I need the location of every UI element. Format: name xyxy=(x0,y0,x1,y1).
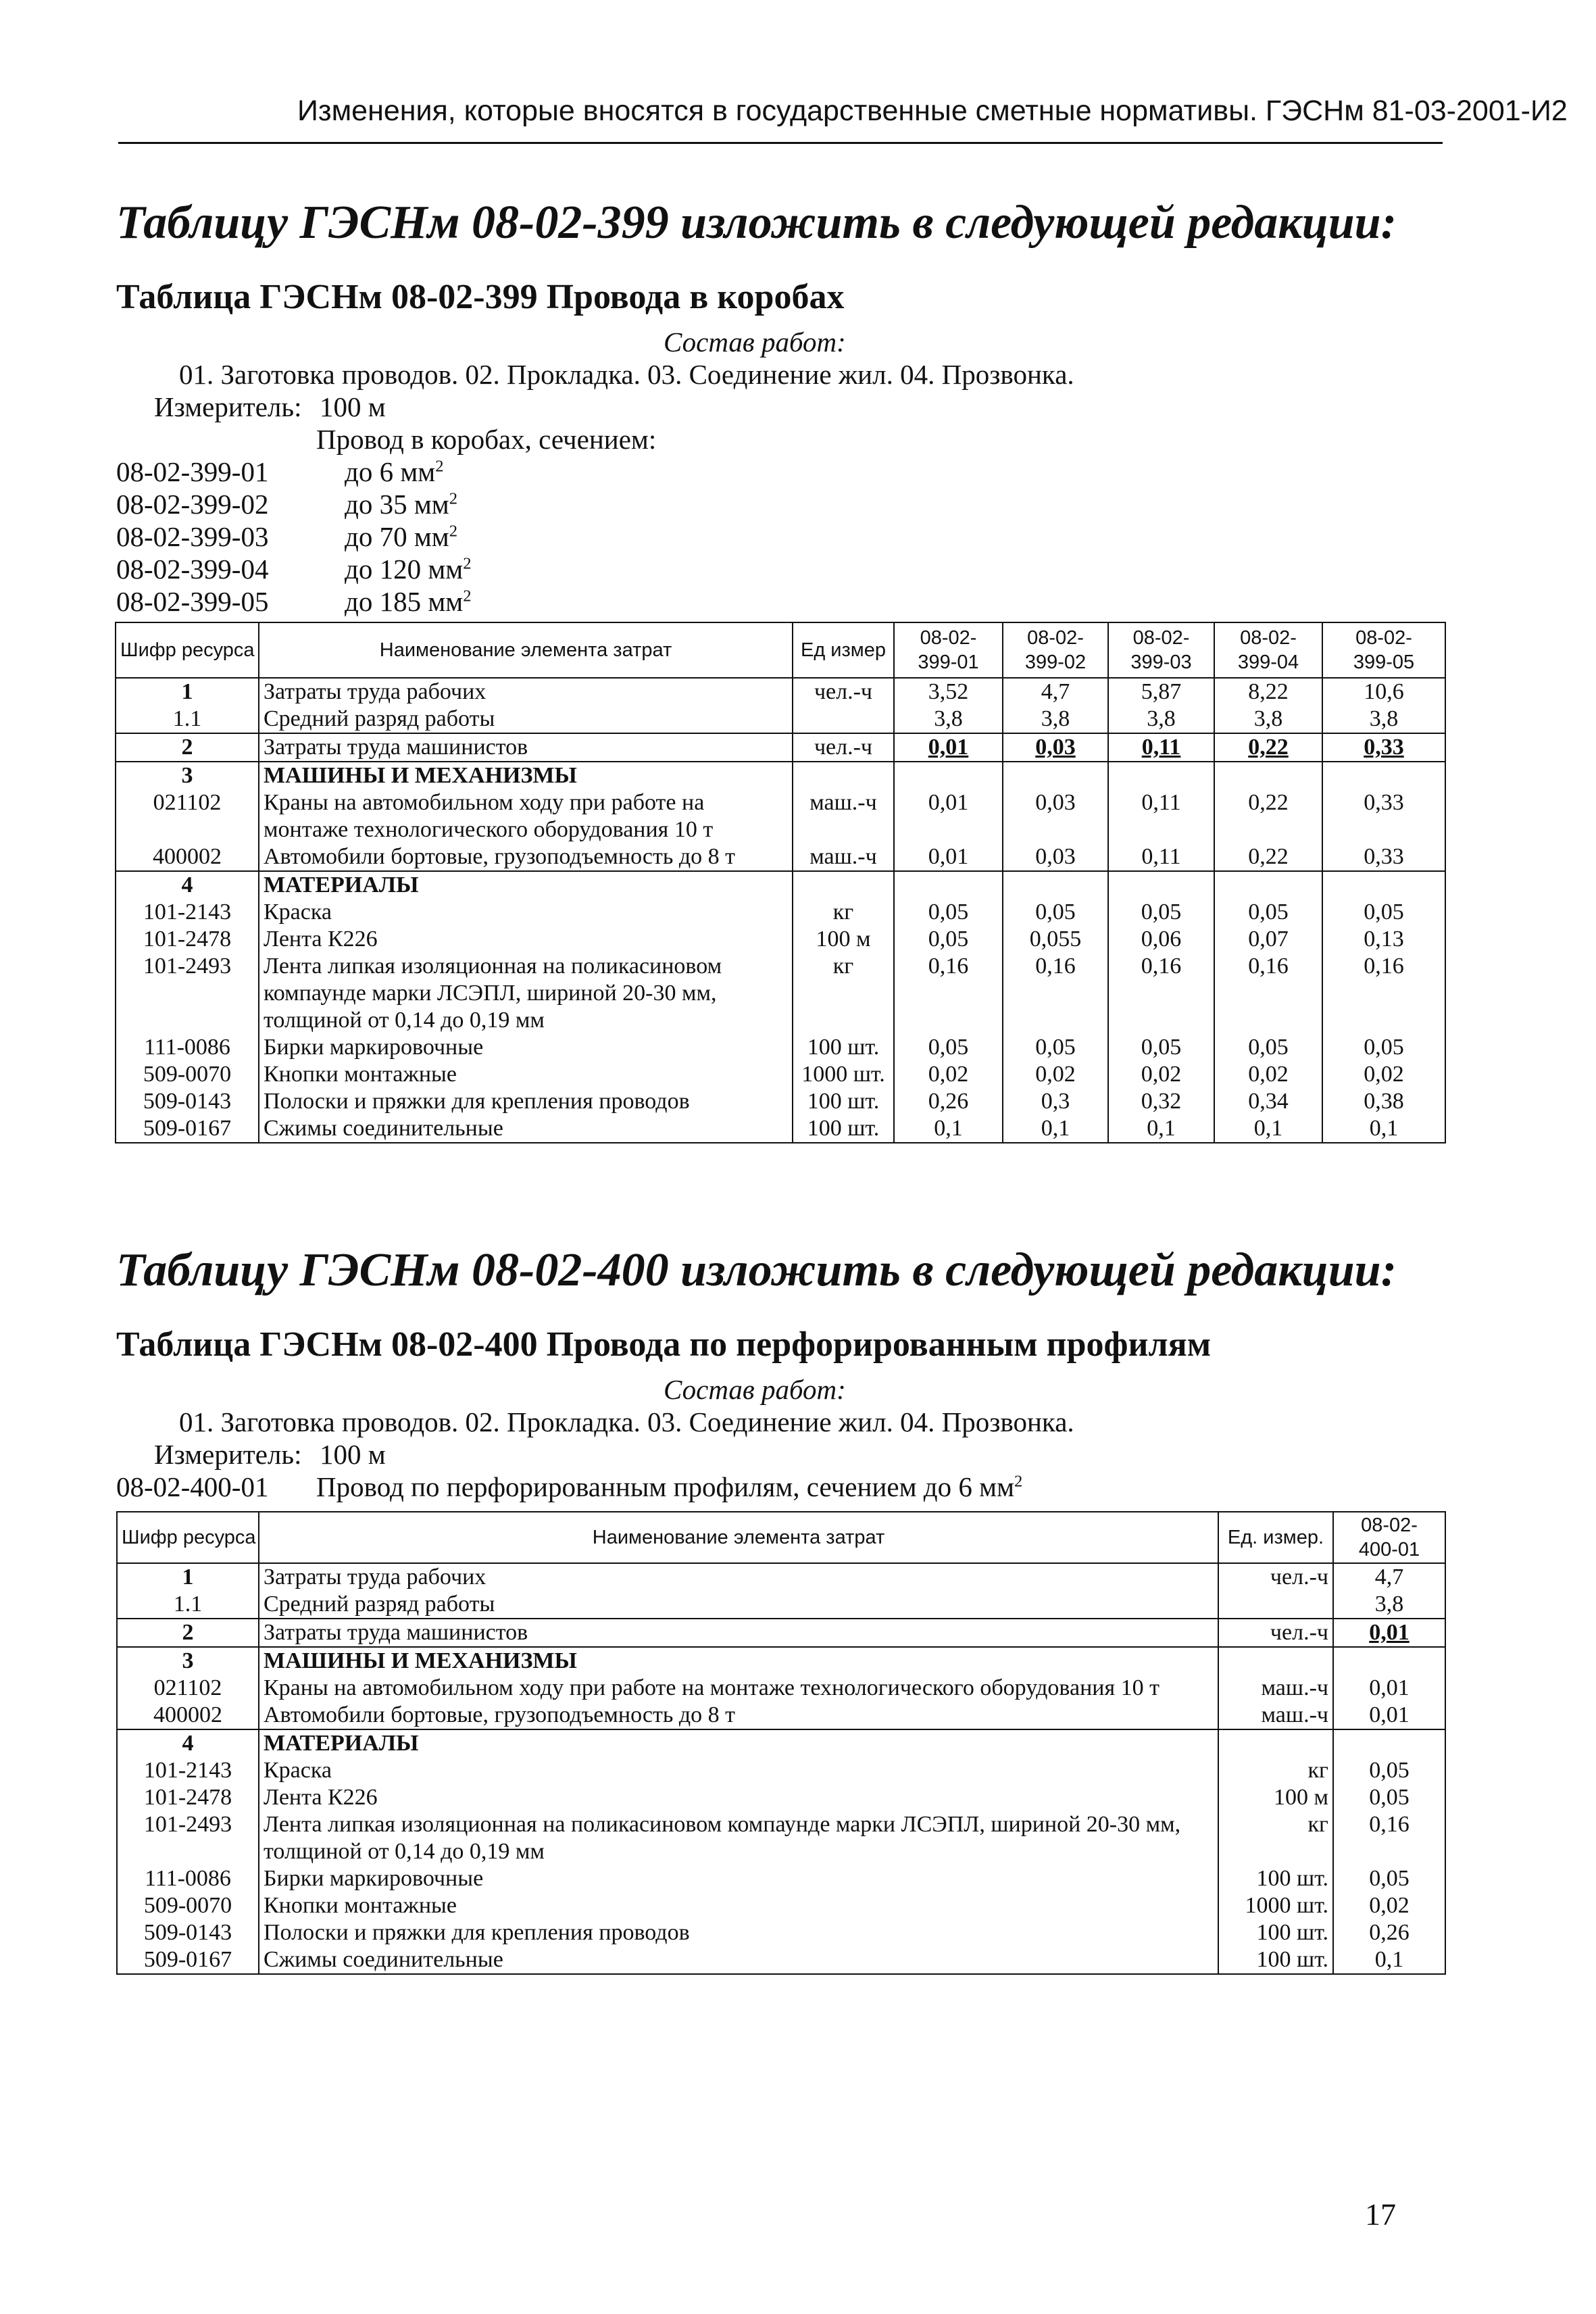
cell-value: 0,11 xyxy=(1108,733,1214,762)
cell-code: 101-2493 xyxy=(117,1811,259,1865)
table-row xyxy=(116,953,1445,1034)
cell-unit xyxy=(1218,1729,1333,1757)
cell-unit: кг xyxy=(793,953,894,1034)
cell-unit xyxy=(793,871,894,899)
table-row xyxy=(117,1591,1445,1619)
header-rule xyxy=(118,142,1443,144)
section2-spec-code: 08-02-400-01 xyxy=(116,1471,269,1502)
cell-value: 0,16 xyxy=(1214,953,1322,1034)
cell-name: Автомобили бортовые, грузоподъемность до 8 т xyxy=(259,1702,1218,1729)
cell-value xyxy=(1003,762,1108,789)
cell-code: 1.1 xyxy=(117,1591,259,1619)
cell-code: 101-2478 xyxy=(117,1784,259,1811)
cell-value: 0,16 xyxy=(1003,953,1108,1034)
cell-unit: кг xyxy=(1218,1811,1333,1865)
table-row xyxy=(117,1729,1445,1757)
cell-code: 509-0070 xyxy=(116,1061,259,1088)
table-row xyxy=(116,843,1445,871)
cell-code: 111-0086 xyxy=(117,1865,259,1892)
cell-value: 3,8 xyxy=(894,706,1003,733)
cell-unit: 1000 шт. xyxy=(1218,1892,1333,1919)
cell-value: 3,8 xyxy=(1214,706,1322,733)
cell-value xyxy=(894,762,1003,789)
table-row xyxy=(116,1061,1445,1088)
cell-unit: 1000 шт. xyxy=(793,1061,894,1088)
cell-value xyxy=(1333,1647,1445,1675)
table-row xyxy=(116,762,1445,789)
cell-value: 0,07 xyxy=(1214,926,1322,953)
cell-code: 400002 xyxy=(116,843,259,871)
cell-value: 0,1 xyxy=(1214,1115,1322,1143)
cell-value xyxy=(1322,871,1445,899)
cell-name: Полоски и пряжки для крепления проводов xyxy=(259,1088,793,1115)
cell-value: 0,34 xyxy=(1214,1088,1322,1115)
table-row xyxy=(116,899,1445,926)
section1-table xyxy=(115,622,1446,1143)
spec-text: до 120 $мм^2$ xyxy=(345,553,472,585)
cell-value: 0,06 xyxy=(1108,926,1214,953)
cell-value: 4,7 xyxy=(1333,1563,1445,1591)
cell-code: 101-2143 xyxy=(116,899,259,926)
cell-value: 0,05 xyxy=(1322,899,1445,926)
cell-value: 3,8 xyxy=(1108,706,1214,733)
cell-value: 0,26 xyxy=(894,1088,1003,1115)
cell-value: 0,02 xyxy=(1108,1061,1214,1088)
cell-value: 8,22 xyxy=(1214,678,1322,706)
section1-heading: Таблицу ГЭСНм 08-02-399 изложить в следующей редакции: xyxy=(116,197,1397,249)
cell-code: 400002 xyxy=(117,1702,259,1729)
col-header-code: Шифр ресурса xyxy=(116,622,259,678)
cell-value: 3,8 xyxy=(1322,706,1445,733)
cell-unit: кг xyxy=(1218,1757,1333,1784)
cell-value: 0,055 xyxy=(1003,926,1108,953)
cell-value: 0,05 xyxy=(1333,1757,1445,1784)
table-row xyxy=(116,706,1445,733)
spec-text: до 6 $мм^2$ xyxy=(345,456,444,487)
cell-value: 10,6 xyxy=(1322,678,1445,706)
cell-unit xyxy=(1218,1591,1333,1619)
cell-code: 509-0167 xyxy=(117,1946,259,1974)
cell-name: Бирки маркировочные xyxy=(259,1865,1218,1892)
cell-value: 0,05 xyxy=(1214,899,1322,926)
table-row xyxy=(117,1811,1445,1865)
cell-value: 0,02 xyxy=(1333,1892,1445,1919)
cell-value: 0,02 xyxy=(1003,1061,1108,1088)
col-header-norm: 08-02- 399-05 xyxy=(1322,622,1445,678)
cell-unit: чел.-ч xyxy=(793,678,894,706)
cell-value xyxy=(1214,871,1322,899)
table-row xyxy=(117,1784,1445,1811)
cell-unit: 100 шт. xyxy=(793,1115,894,1143)
cell-code: 509-0143 xyxy=(117,1919,259,1946)
table-row xyxy=(116,733,1445,762)
cell-value: 0,22 xyxy=(1214,733,1322,762)
cell-unit xyxy=(1218,1647,1333,1675)
cell-value: 0,22 xyxy=(1214,789,1322,843)
cell-value: 0,01 xyxy=(1333,1675,1445,1702)
cell-value: 0,33 xyxy=(1322,843,1445,871)
cell-value: 0,1 xyxy=(1108,1115,1214,1143)
spec-code: 08-02-399-04 xyxy=(116,553,269,585)
table-row xyxy=(117,1563,1445,1591)
cell-value: 0,01 xyxy=(894,843,1003,871)
cell-code: 4 xyxy=(117,1729,259,1757)
cell-name: Краны на автомобильном ходу при работе на монтаже технологического оборудования 10 т xyxy=(259,1675,1218,1702)
section2-meter-label: Измеритель: xyxy=(154,1439,302,1470)
cell-value xyxy=(1322,762,1445,789)
cell-value: 0,05 xyxy=(1108,899,1214,926)
cell-unit xyxy=(793,762,894,789)
cell-value: 0,02 xyxy=(1214,1061,1322,1088)
table-row xyxy=(117,1946,1445,1974)
cell-name: Затраты труда рабочих xyxy=(259,678,793,706)
cell-name: МАТЕРИАЛЫ xyxy=(259,871,793,899)
cell-unit: маш.-ч xyxy=(1218,1702,1333,1729)
cell-value: 0,13 xyxy=(1322,926,1445,953)
cell-unit: 100 шт. xyxy=(1218,1919,1333,1946)
cell-value: 0,05 xyxy=(1333,1865,1445,1892)
cell-value: 0,11 xyxy=(1108,789,1214,843)
cell-code: 101-2493 xyxy=(116,953,259,1034)
cell-value: 0,05 xyxy=(894,899,1003,926)
cell-unit: 100 м xyxy=(793,926,894,953)
cell-value: 0,05 xyxy=(894,926,1003,953)
cell-value: 5,87 xyxy=(1108,678,1214,706)
cell-code: 4 xyxy=(116,871,259,899)
cell-value: 0,11 xyxy=(1108,843,1214,871)
cell-unit: 100 шт. xyxy=(1218,1946,1333,1974)
cell-code: 111-0086 xyxy=(116,1034,259,1061)
cell-value: 0,16 xyxy=(1333,1811,1445,1865)
running-header: Изменения, которые вносятся в государственные сметные нормативы. ГЭСНм 81-03-2001-И2 xyxy=(297,95,1568,127)
section2-work-label: Состав работ: xyxy=(664,1374,846,1405)
cell-name: Бирки маркировочные xyxy=(259,1034,793,1061)
cell-value xyxy=(1003,871,1108,899)
cell-value: 0,03 xyxy=(1003,733,1108,762)
cell-value xyxy=(1214,762,1322,789)
table-row xyxy=(117,1865,1445,1892)
section1-spec-intro: Провод в коробах, сечением: xyxy=(316,424,657,455)
table-row xyxy=(117,1647,1445,1675)
cell-name: Средний разряд работы xyxy=(259,1591,1218,1619)
cell-value: 0,3 xyxy=(1003,1088,1108,1115)
table-row xyxy=(117,1919,1445,1946)
cell-code: 3 xyxy=(117,1647,259,1675)
table-row xyxy=(117,1675,1445,1702)
table-row xyxy=(116,871,1445,899)
cell-value: 3,8 xyxy=(1333,1591,1445,1619)
cell-code: 509-0143 xyxy=(116,1088,259,1115)
cell-name: Кнопки монтажные xyxy=(259,1061,793,1088)
cell-value xyxy=(894,871,1003,899)
section2-work-text: 01. Заготовка проводов. 02. Прокладка. 03. Соединение жил. 04. Прозвонка. xyxy=(179,1406,1074,1437)
col-header-norm: 08-02- 399-04 xyxy=(1214,622,1322,678)
table-row xyxy=(116,1088,1445,1115)
cell-value xyxy=(1333,1729,1445,1757)
cell-value: 0,32 xyxy=(1108,1088,1214,1115)
cell-code: 1.1 xyxy=(116,706,259,733)
cell-name: Средний разряд работы xyxy=(259,706,793,733)
cell-value: 0,01 xyxy=(894,733,1003,762)
cell-code: 509-0167 xyxy=(116,1115,259,1143)
cell-name: МАШИНЫ И МЕХАНИЗМЫ xyxy=(259,1647,1218,1675)
col-header-name: Наименование элемента затрат xyxy=(259,1512,1218,1563)
cell-name: Краны на автомобильном ходу при работе на монтаже технологического оборудования 10 т xyxy=(259,789,793,843)
cell-unit: чел.-ч xyxy=(793,733,894,762)
cell-value: 0,16 xyxy=(1322,953,1445,1034)
page-number: 17 xyxy=(1365,2197,1396,2232)
cell-name: Кнопки монтажные xyxy=(259,1892,1218,1919)
cell-value: 0,03 xyxy=(1003,789,1108,843)
cell-unit: 100 шт. xyxy=(1218,1865,1333,1892)
cell-value: 0,33 xyxy=(1322,789,1445,843)
cell-value: 0,05 xyxy=(1333,1784,1445,1811)
spec-code: 08-02-399-05 xyxy=(116,586,269,617)
col-header-code: Шифр ресурса xyxy=(117,1512,259,1563)
spec-text: до 70 $мм^2$ xyxy=(345,521,458,552)
section2-meter-value: 100 м xyxy=(320,1439,386,1470)
cell-value: 0,26 xyxy=(1333,1919,1445,1946)
cell-code: 021102 xyxy=(116,789,259,843)
section2-table xyxy=(116,1511,1446,1975)
cell-value: 0,05 xyxy=(1322,1034,1445,1061)
cell-unit: чел.-ч xyxy=(1218,1563,1333,1591)
section1-meter-value: 100 м xyxy=(320,391,386,422)
col-header-name: Наименование элемента затрат xyxy=(259,622,793,678)
cell-unit: 100 шт. xyxy=(793,1034,894,1061)
cell-value xyxy=(1108,762,1214,789)
cell-name: Затраты труда рабочих xyxy=(259,1563,1218,1591)
cell-value: 0,1 xyxy=(894,1115,1003,1143)
col-header-norm: 08-02- 400-01 xyxy=(1333,1512,1445,1563)
cell-unit: маш.-ч xyxy=(793,843,894,871)
cell-value: 0,33 xyxy=(1322,733,1445,762)
cell-value: 0,05 xyxy=(1003,1034,1108,1061)
section1-work-text: 01. Заготовка проводов. 02. Прокладка. 03. Соединение жил. 04. Прозвонка. xyxy=(179,359,1074,390)
table-row xyxy=(117,1702,1445,1729)
cell-value: 0,1 xyxy=(1333,1946,1445,1974)
cell-value: 0,05 xyxy=(894,1034,1003,1061)
col-header-unit: Ед. измер. xyxy=(1218,1512,1333,1563)
cell-value: 0,01 xyxy=(894,789,1003,843)
col-header-norm: 08-02- 399-01 xyxy=(894,622,1003,678)
cell-unit xyxy=(793,706,894,733)
cell-value: 0,05 xyxy=(1108,1034,1214,1061)
cell-name: Автомобили бортовые, грузоподъемность до 8 т xyxy=(259,843,793,871)
cell-value: 0,05 xyxy=(1214,1034,1322,1061)
cell-code: 2 xyxy=(117,1619,259,1647)
cell-name: МАШИНЫ И МЕХАНИЗМЫ xyxy=(259,762,793,789)
cell-value: 0,01 xyxy=(1333,1619,1445,1647)
cell-name: Лента липкая изоляционная на поликасиновом компаунде марки ЛСЭПЛ, шириной 20-30 мм, толщиной от 0,14 до 0,19 мм xyxy=(259,1811,1218,1865)
cell-value: 0,16 xyxy=(894,953,1003,1034)
col-header-unit: Ед измер xyxy=(793,622,894,678)
table-row xyxy=(116,1034,1445,1061)
cell-name: МАТЕРИАЛЫ xyxy=(259,1729,1218,1757)
col-header-norm: 08-02- 399-03 xyxy=(1108,622,1214,678)
section1-meter-label: Измеритель: xyxy=(154,391,302,422)
cell-name: Полоски и пряжки для крепления проводов xyxy=(259,1919,1218,1946)
spec-code: 08-02-399-02 xyxy=(116,489,269,520)
cell-unit: 100 м xyxy=(1218,1784,1333,1811)
cell-code: 3 xyxy=(116,762,259,789)
cell-code: 021102 xyxy=(117,1675,259,1702)
section1-work-label: Состав работ: xyxy=(664,326,846,358)
section2-table-title: Таблица ГЭСНм 08-02-400 Провода по перфорированным профилям xyxy=(116,1325,1212,1364)
table-row xyxy=(116,1115,1445,1143)
cell-name: Краска xyxy=(259,899,793,926)
section2-heading: Таблицу ГЭСНм 08-02-400 изложить в следующей редакции: xyxy=(116,1244,1397,1296)
cell-code: 509-0070 xyxy=(117,1892,259,1919)
cell-value: 0,16 xyxy=(1108,953,1214,1034)
cell-value: 0,02 xyxy=(1322,1061,1445,1088)
table-row xyxy=(117,1892,1445,1919)
cell-unit: маш.-ч xyxy=(1218,1675,1333,1702)
cell-code: 101-2478 xyxy=(116,926,259,953)
cell-value: 0,03 xyxy=(1003,843,1108,871)
spec-text: до 35 $мм^2$ xyxy=(345,489,458,520)
table-row xyxy=(117,1619,1445,1647)
cell-code: 2 xyxy=(116,733,259,762)
cell-value: 0,02 xyxy=(894,1061,1003,1088)
table-row xyxy=(116,789,1445,843)
cell-code: 101-2143 xyxy=(117,1757,259,1784)
cell-value xyxy=(1108,871,1214,899)
spec-code: 08-02-399-03 xyxy=(116,521,269,552)
col-header-norm: 08-02- 399-02 xyxy=(1003,622,1108,678)
cell-unit: чел.-ч xyxy=(1218,1619,1333,1647)
cell-code: 1 xyxy=(116,678,259,706)
cell-unit: 100 шт. xyxy=(793,1088,894,1115)
cell-name: Лента липкая изоляционная на поликасиновом компаунде марки ЛСЭПЛ, шириной 20-30 мм, толщиной от 0,14 до 0,19 мм xyxy=(259,953,793,1034)
cell-name: Сжимы соединительные xyxy=(259,1115,793,1143)
spec-code: 08-02-399-01 xyxy=(116,456,269,487)
cell-code: 1 xyxy=(117,1563,259,1591)
cell-name: Сжимы соединительные xyxy=(259,1946,1218,1974)
cell-value: 0,1 xyxy=(1003,1115,1108,1143)
table-row xyxy=(117,1757,1445,1784)
cell-name: Лента К226 xyxy=(259,926,793,953)
table-row xyxy=(116,678,1445,706)
cell-value: 3,52 xyxy=(894,678,1003,706)
section2-spec-text: Провод по перфорированным профилям, сечением до 6 $мм^2$ xyxy=(316,1471,1023,1502)
cell-name: Затраты труда машинистов xyxy=(259,733,793,762)
section1-table-title: Таблица ГЭСНм 08-02-399 Провода в коробах xyxy=(116,278,845,316)
cell-unit: кг xyxy=(793,899,894,926)
cell-value: 0,01 xyxy=(1333,1702,1445,1729)
cell-value: 0,1 xyxy=(1322,1115,1445,1143)
cell-name: Лента К226 xyxy=(259,1784,1218,1811)
cell-name: Затраты труда машинистов xyxy=(259,1619,1218,1647)
cell-value: 0,38 xyxy=(1322,1088,1445,1115)
cell-value: 3,8 xyxy=(1003,706,1108,733)
cell-value: 0,05 xyxy=(1003,899,1108,926)
spec-text: до 185 $мм^2$ xyxy=(345,586,472,617)
table-row xyxy=(116,926,1445,953)
cell-value: 0,22 xyxy=(1214,843,1322,871)
cell-name: Краска xyxy=(259,1757,1218,1784)
cell-value: 4,7 xyxy=(1003,678,1108,706)
cell-unit: маш.-ч xyxy=(793,789,894,843)
